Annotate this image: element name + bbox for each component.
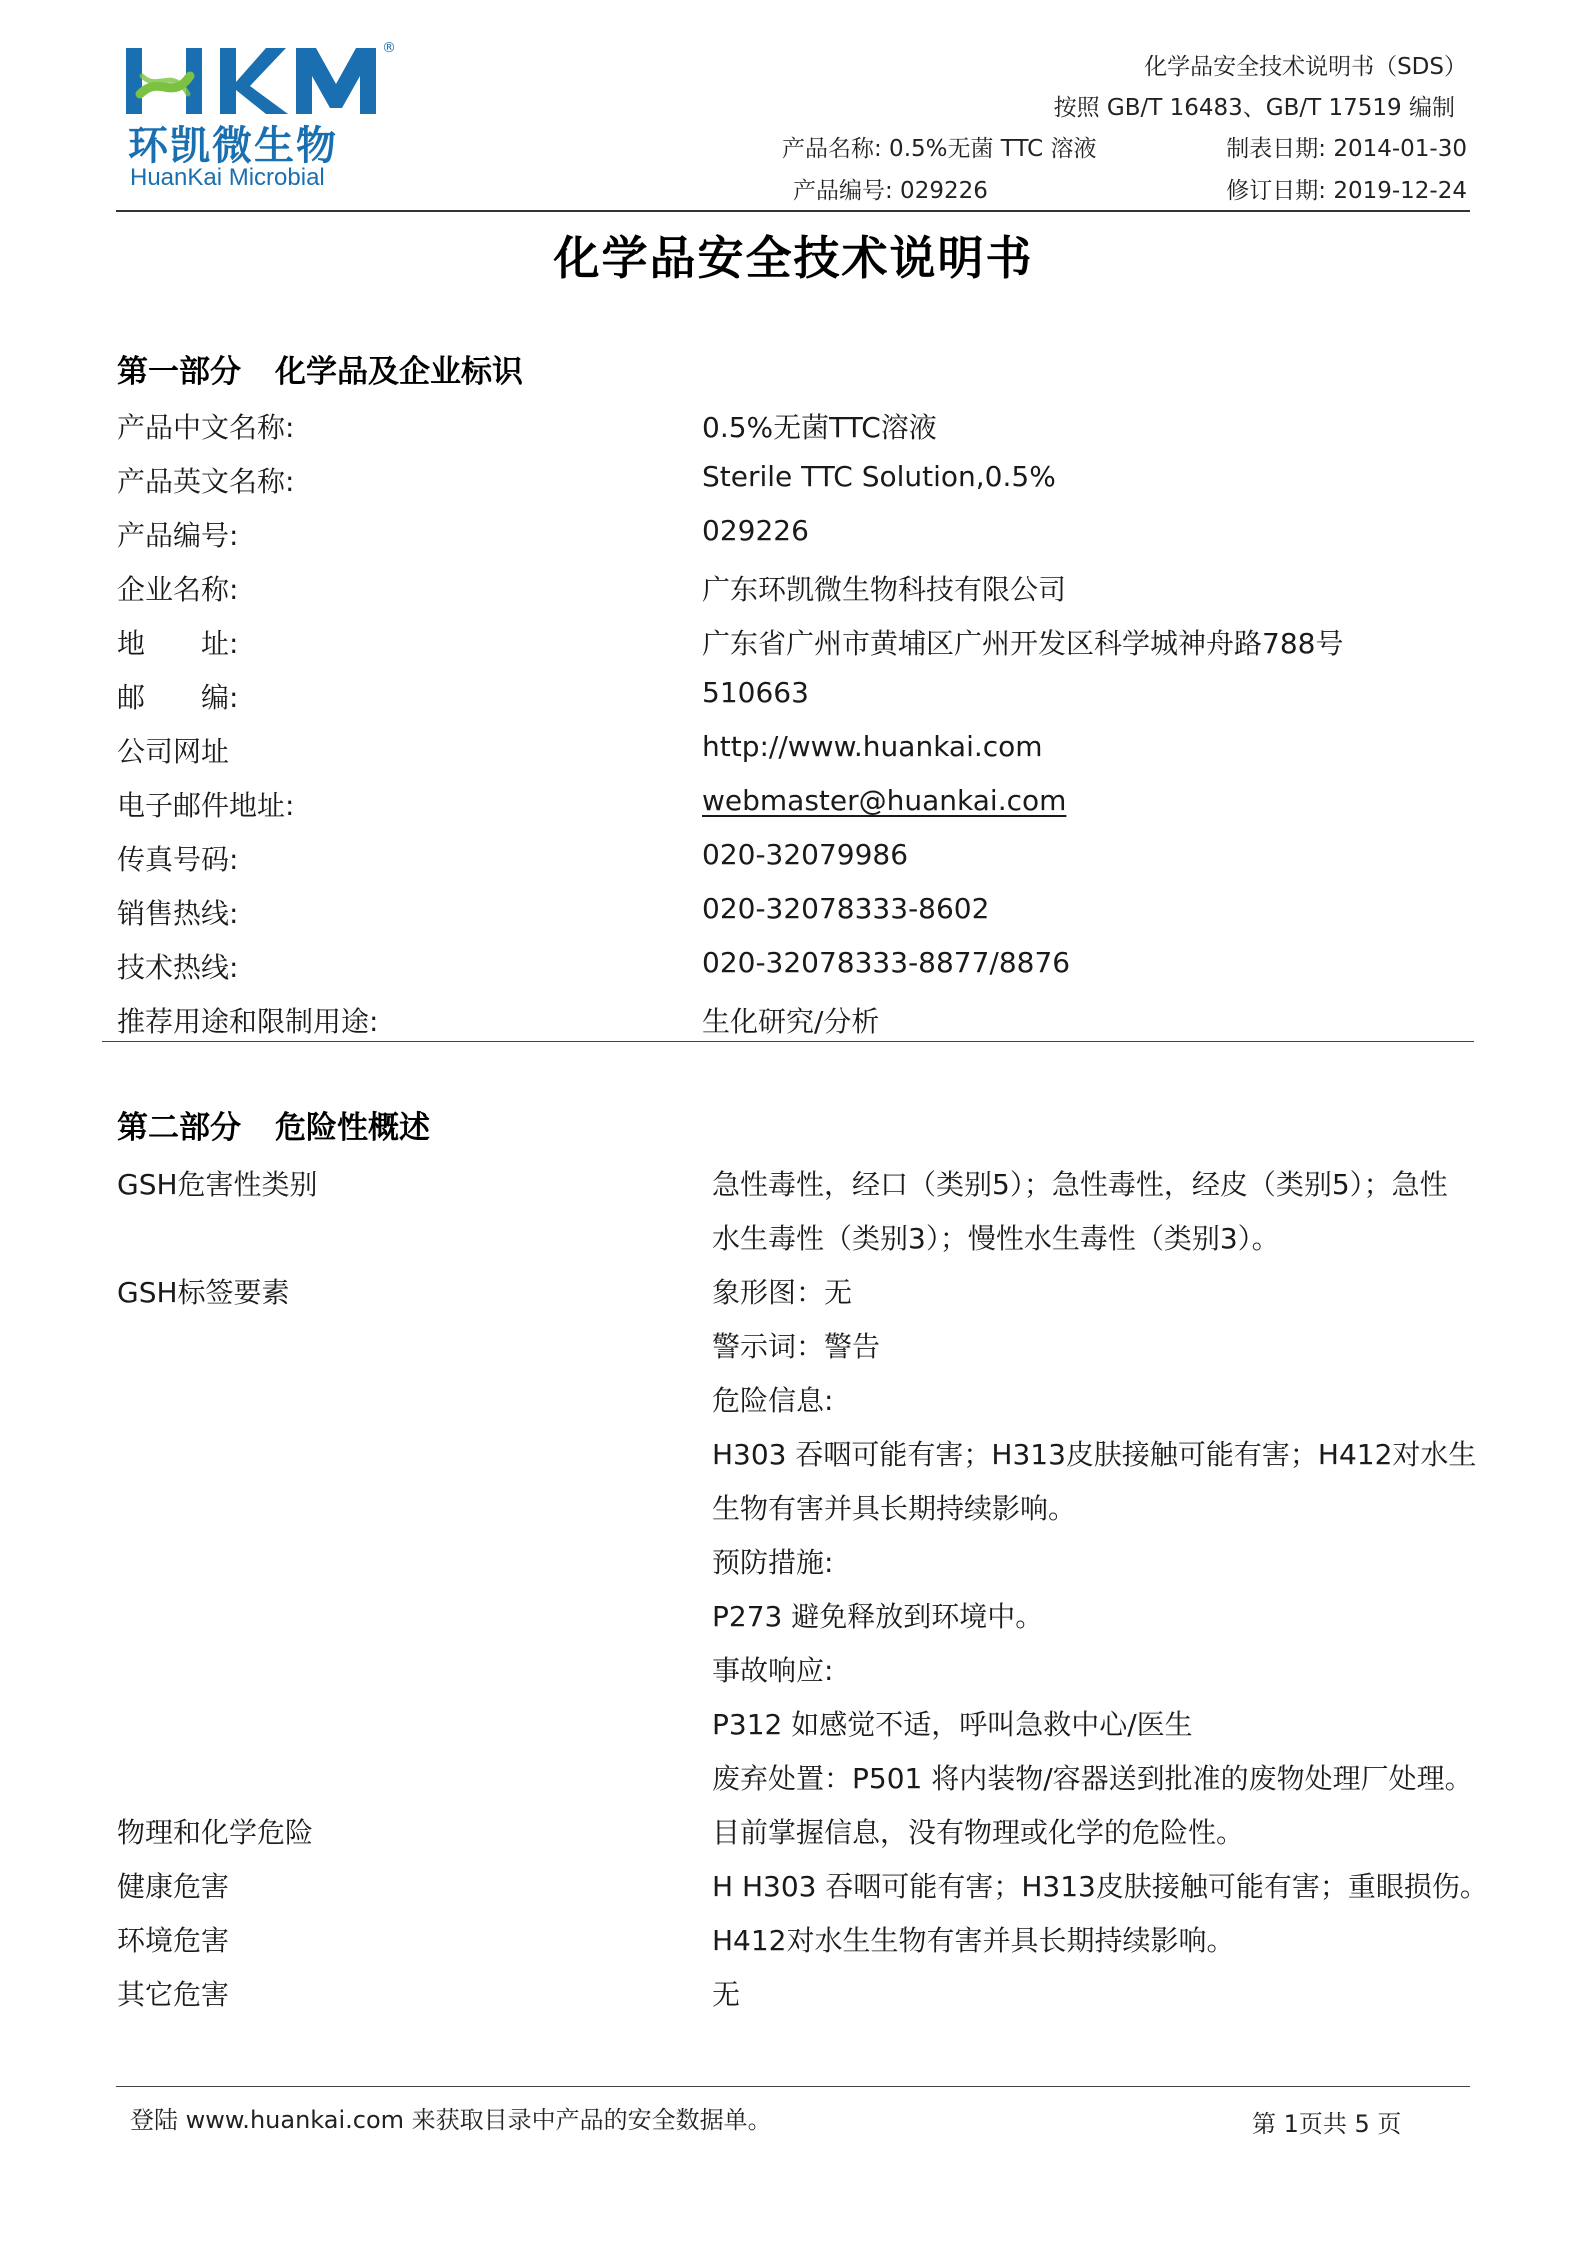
- value-tech-hotline: 020-32078333-8877/8876: [702, 946, 1071, 979]
- ghs-label-line: 危险信息:: [712, 1384, 834, 1417]
- value-address: 广东省广州市黄埔区广州开发区科学城神舟路788号: [702, 627, 1344, 660]
- header-product-name: 产品名称: 0.5%无菌 TTC 溶液: [782, 136, 1097, 162]
- value-recommended-use: 生化研究/分析: [702, 1005, 880, 1038]
- section1-title: 化学品及企业标识: [275, 354, 523, 390]
- label-ghs-class: GSH危害性类别: [117, 1168, 318, 1201]
- label-fax: 传真号码:: [117, 843, 239, 876]
- page-number: 第 1页共 5 页: [1252, 2110, 1402, 2138]
- label-product-cn-name: 产品中文名称:: [117, 411, 295, 444]
- ghs-label-line: P312 如感觉不适，呼叫急救中心/医生: [712, 1708, 1193, 1741]
- value-environmental-hazard: H412对水生生物有害并具长期持续影响。: [712, 1924, 1235, 1957]
- label-health-hazard: 健康危害: [117, 1870, 230, 1903]
- ghs-label-line: P273 避免释放到环境中。: [712, 1600, 1044, 1633]
- value-product-cn-name: 0.5%无菌TTC溶液: [702, 411, 937, 444]
- value-fax: 020-32079986: [702, 838, 909, 871]
- label-environmental-hazard: 环境危害: [117, 1924, 230, 1957]
- label-recommended-use: 推荐用途和限制用途:: [117, 1005, 379, 1038]
- page-title: 化学品安全技术说明书: [553, 231, 1034, 285]
- value-website-link[interactable]: http://www.huankai.com: [702, 730, 1043, 763]
- hkm-logo-mark: [120, 36, 410, 120]
- header-doc-type: 化学品安全技术说明书（SDS）: [1144, 54, 1467, 80]
- header-revised-date: 修订日期: 2019-12-24: [1226, 178, 1467, 204]
- value-email-link[interactable]: webmaster@huankai.com: [702, 784, 1067, 817]
- ghs-label-line: 废弃处置：P501 将内装物/容器送到批准的废物处理厂处理。: [712, 1762, 1473, 1795]
- logo-k-stem: [220, 48, 236, 114]
- value-product-en-name: Sterile TTC Solution,0.5%: [702, 460, 1056, 493]
- section1-divider: [102, 1041, 1474, 1042]
- ghs-label-line: 预防措施:: [712, 1546, 834, 1579]
- label-sales-hotline: 销售热线:: [117, 897, 239, 930]
- header-divider: [116, 210, 1470, 212]
- value-postcode: 510663: [702, 676, 809, 709]
- label-product-en-name: 产品英文名称:: [117, 465, 295, 498]
- footer-divider: [116, 2086, 1470, 2087]
- value-sales-hotline: 020-32078333-8602: [702, 892, 990, 925]
- ghs-label-line: 警示词：警告: [712, 1330, 881, 1363]
- label-address: 地 址:: [117, 627, 239, 660]
- ghs-label-line: 生物有害并具长期持续影响。: [712, 1492, 1077, 1525]
- header-standard: 按照 GB/T 16483、GB/T 17519 编制: [1053, 95, 1455, 121]
- value-physical-chemical-hazard: 目前掌握信息，没有物理或化学的危险性。: [712, 1816, 1245, 1849]
- logo-registered-mark: ®: [382, 40, 396, 56]
- ghs-label-line: H303 吞咽可能有害；H313皮肤接触可能有害；H412对水生: [712, 1438, 1477, 1471]
- logo-m: [296, 48, 376, 114]
- section2-title: 危险性概述: [275, 1110, 430, 1146]
- section2-heading: [117, 1102, 430, 1147]
- ghs-label-line: 事故响应:: [712, 1654, 834, 1687]
- label-email: 电子邮件地址:: [117, 789, 295, 822]
- label-company-name: 企业名称:: [117, 573, 239, 606]
- logo-chinese-name: 环凯微生物: [128, 123, 338, 169]
- label-postcode: 邮 编:: [117, 681, 239, 714]
- value-company-name: 广东环凯微生物科技有限公司: [702, 573, 1067, 606]
- logo-english-name: HuanKai Microbial: [130, 164, 325, 191]
- label-website: 公司网址: [117, 735, 230, 768]
- header-product-code: 产品编号: 029226: [793, 178, 988, 204]
- section2-number: 第二部分: [117, 1110, 241, 1146]
- value-health-hazard: H H303 吞咽可能有害；H313皮肤接触可能有害；重眼损伤。: [712, 1870, 1488, 1903]
- value-other-hazard: 无: [712, 1978, 741, 2011]
- label-tech-hotline: 技术热线:: [117, 951, 239, 984]
- header-prepared-date: 制表日期: 2014-01-30: [1226, 136, 1467, 162]
- footer-note: 登陆 www.huankai.com 来获取目录中产品的安全数据单。: [130, 2106, 772, 2134]
- ghs-label-line: 象形图：无: [712, 1276, 853, 1309]
- company-logo: [120, 36, 420, 191]
- logo-h-left-stroke: [126, 48, 142, 114]
- ghs-class-line: 水生毒性（类别3）；慢性水生毒性（类别3）。: [712, 1222, 1280, 1255]
- logo-k-arms: [236, 48, 288, 114]
- label-physical-chemical-hazard: 物理和化学危险: [117, 1816, 314, 1849]
- section1-number: 第一部分: [117, 354, 241, 390]
- label-ghs-label-elements: GSH标签要素: [117, 1276, 290, 1309]
- section1-heading: [117, 346, 523, 391]
- label-other-hazard: 其它危害: [117, 1978, 230, 2011]
- ghs-class-line: 急性毒性，经口（类别5）；急性毒性，经皮（类别5）；急性: [712, 1168, 1448, 1201]
- value-product-code: 029226: [702, 514, 809, 547]
- label-product-code: 产品编号:: [117, 519, 239, 552]
